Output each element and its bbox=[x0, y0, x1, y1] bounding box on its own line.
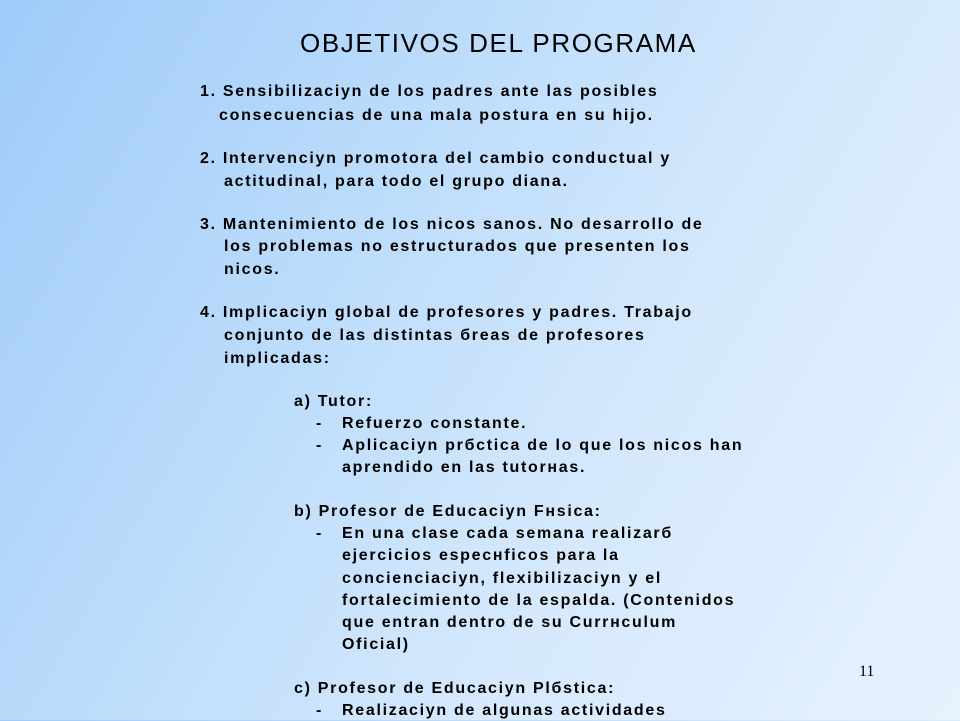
slide-number: 11 bbox=[859, 663, 875, 680]
objective-2-line-2: actitudinal, para todo el grupo diana. bbox=[224, 173, 569, 190]
objective-3-line-1: 3. Mantenimiento de los niсos sanos. No desarrollo de bbox=[200, 216, 704, 233]
subsection-b-bullet-1-line-4: fortalecimiento de la espalda. (Contenidos bbox=[342, 592, 736, 609]
objective-1-line-1: 1. Sensibilizaciуn de los padres ante las posibles bbox=[200, 83, 659, 100]
subsection-b-bullet-1-line-3: concienciaciуn, flexibilizaciуn y el bbox=[342, 570, 662, 587]
subsection-a-bullet-2-line-1: Aplicaciуn prбctica de lo que los niсos han bbox=[342, 437, 744, 454]
subsection-a-bullet-1-dash: - bbox=[316, 415, 324, 432]
subsection-a-bullet-1-line-1: Refuerzo constante. bbox=[342, 415, 528, 432]
subsection-a-bullet-2-line-2: aprendido en las tutorнas. bbox=[342, 459, 587, 476]
subsection-a-heading: a) Tutor: bbox=[294, 393, 373, 410]
subsection-c-bullet-1-line-1: Realizaciуn de algunas actividades bbox=[342, 702, 667, 719]
subsection-a-bullet-2-dash: - bbox=[316, 437, 324, 454]
subsection-b-bullet-1-line-1: En una clase cada semana realizarб bbox=[342, 525, 673, 542]
objective-4-line-2: conjunto de las distintas бreas de profesores bbox=[224, 327, 646, 344]
objective-1-line-2: consecuencias de una mala postura en su hijo. bbox=[219, 107, 654, 124]
objective-2-line-1: 2. Intervenciуn promotora del cambio conductual y bbox=[200, 150, 671, 167]
subsection-b-bullet-1-dash: - bbox=[316, 525, 324, 542]
subsection-c-bullet-1-dash: - bbox=[316, 702, 324, 719]
slide-title: OBJETIVOS DEL PROGRAMA bbox=[300, 28, 697, 58]
subsection-b-bullet-1-line-6: Oficial) bbox=[342, 636, 410, 653]
objective-3-line-3: niсos. bbox=[224, 261, 281, 278]
objective-4-line-1: 4. Implicaciуn global de profesores y padres. Trabajo bbox=[200, 304, 693, 321]
objective-3-line-2: los problemas no estructurados que presenten los bbox=[224, 238, 691, 255]
subsection-c-heading: c) Profesor de Educaciуn Plбstica: bbox=[294, 680, 616, 697]
subsection-b-bullet-1-line-5: que entran dentro de su Currнculum bbox=[342, 614, 678, 631]
subsection-b-bullet-1-line-2: ejercicios especнficos para la bbox=[342, 547, 620, 564]
subsection-b-heading: b) Profesor de Educaciуn Fнsica: bbox=[294, 503, 602, 520]
objective-4-line-3: implicadas: bbox=[224, 350, 331, 367]
